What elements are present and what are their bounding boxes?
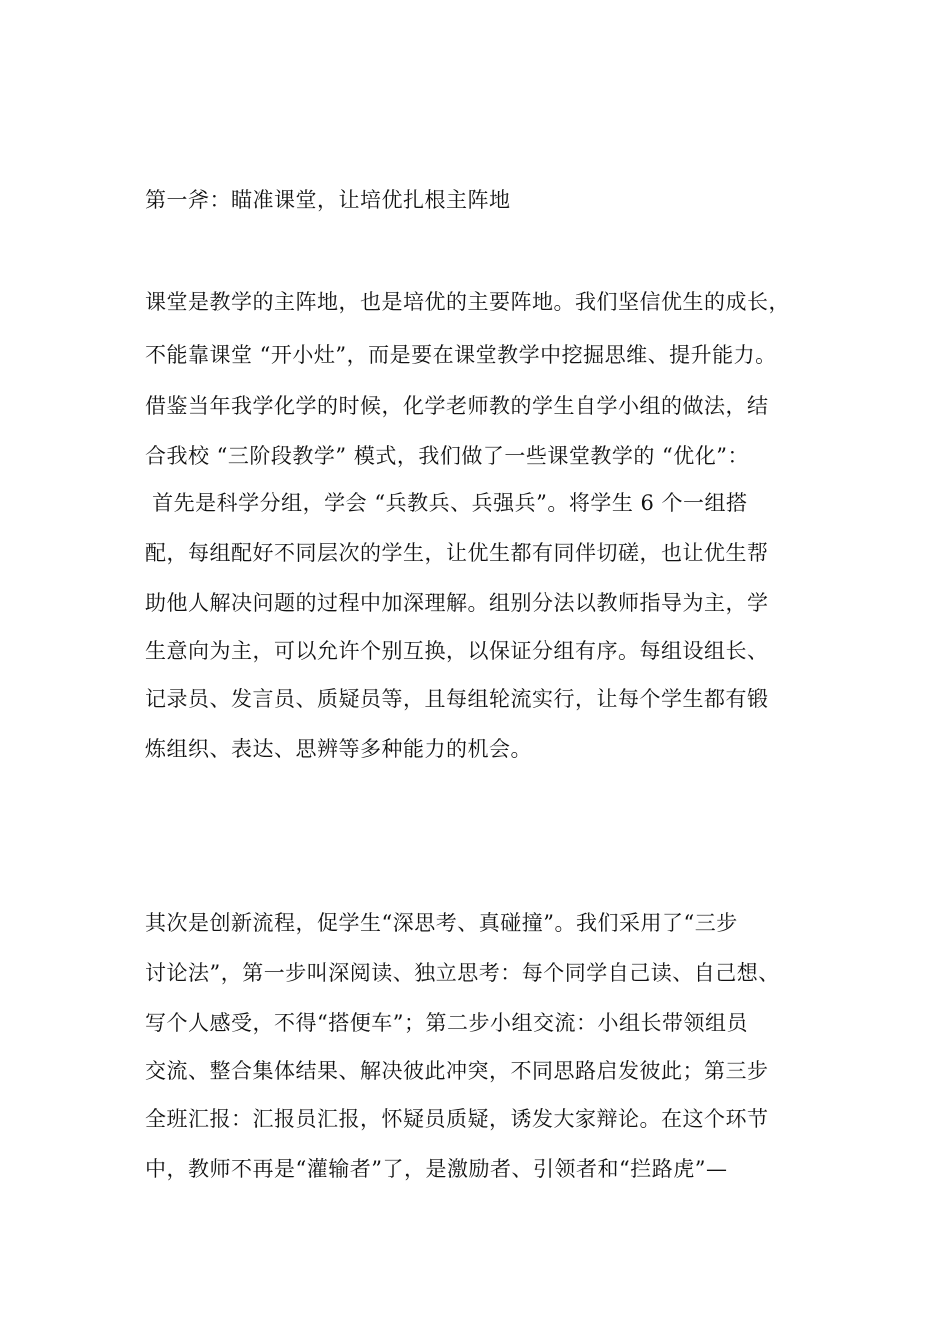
paragraph-2-line-1: 其次是创新流程，促学生“深思考、真碰撞”。我们采用了“三步 — [145, 911, 738, 935]
paragraph-2-line-5: 全班汇报：汇报员汇报，怀疑员质疑，诱发大家辩论。在这个环节 — [145, 1107, 769, 1131]
paragraph-1-line-9: 记录员、发言员、质疑员等，且每组轮流实行，让每个学生都有锻 — [145, 687, 769, 711]
paragraph-2-line-4: 交流、整合集体结果、解决彼此冲突，不同思路启发彼此；第三步 — [145, 1059, 769, 1083]
paragraph-2-line-6: 中，教师不再是“灌输者”了，是激励者、引领者和“拦路虎”— — [145, 1157, 728, 1181]
paragraph-2-line-2: 讨论法”，第一步叫深阅读、独立思考：每个同学自己读、自己想、 — [145, 961, 780, 985]
paragraph-1-line-8: 生意向为主，可以允许个别互换，以保证分组有序。每组设组长、 — [145, 639, 769, 663]
paragraph-1-line-4: 合我校 “三阶段教学” 模式，我们做了一些课堂教学的 “优化”： — [145, 444, 749, 468]
paragraph-1-line-5: 首先是科学分组，学会 “兵教兵、兵强兵”。将学生 6 个一组搭 — [145, 491, 748, 515]
paragraph-1-line-2: 不能靠课堂 “开小灶”，而是要在课堂教学中挖掘思维、提升能力。 — [145, 343, 777, 367]
paragraph-1-line-7: 助他人解决问题的过程中加深理解。组别分法以教师指导为主，学 — [145, 591, 769, 615]
paragraph-1-line-1: 课堂是教学的主阵地，也是培优的主要阵地。我们坚信优生的成长， — [145, 290, 790, 314]
paragraph-1-line-6: 配，每组配好不同层次的学生，让优生都有同伴切磋，也让优生帮 — [145, 541, 769, 565]
section-heading: 第一斧：瞄准课堂，让培优扎根主阵地 — [145, 188, 511, 212]
paragraph-2-line-3: 写个人感受，不得“搭便车”；第二步小组交流：小组长带领组员 — [145, 1011, 748, 1035]
paragraph-1-line-10: 炼组织、表达、思辨等多种能力的机会。 — [145, 737, 532, 761]
paragraph-1-line-3: 借鉴当年我学化学的时候，化学老师教的学生自学小组的做法，结 — [145, 394, 769, 418]
